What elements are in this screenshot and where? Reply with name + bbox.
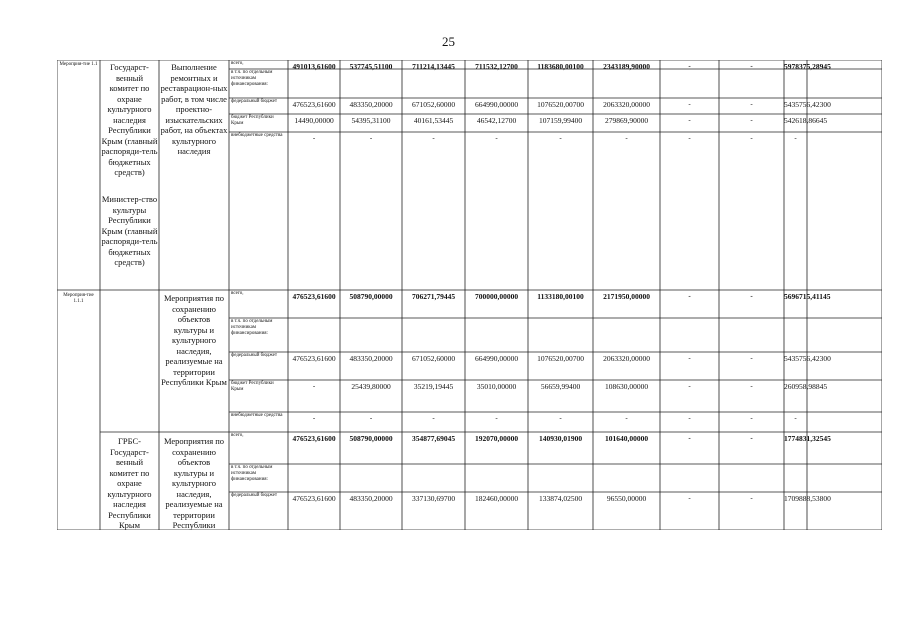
amount-cell: - bbox=[312, 414, 316, 422]
amount-cell: 476523,61600 bbox=[292, 354, 336, 363]
funding-source-label: федеральный бюджет bbox=[231, 353, 278, 358]
funding-source-label: в т.ч. по отдельным источникам финансирования: bbox=[231, 465, 273, 482]
amount-cell: 133874,02500 bbox=[538, 494, 583, 503]
measure-name: Мероприятия по сохранению объектов культуры и культурного наследия, реализуемые на территории Республики bbox=[163, 436, 225, 530]
amount-cell: 1774831,32545 bbox=[784, 434, 831, 443]
amount-cell: 101640,00000 bbox=[604, 434, 649, 443]
amount-cell: 192070,00000 bbox=[474, 434, 519, 443]
amount-cell: 664990,00000 bbox=[474, 100, 519, 109]
amount-cell: - bbox=[688, 116, 691, 124]
amount-cell: 1133180,00100 bbox=[537, 292, 584, 301]
amount-cell: 5696715,41145 bbox=[784, 292, 831, 301]
amount-cell: - bbox=[625, 414, 628, 422]
amount-cell: 279869,90000 bbox=[604, 116, 649, 125]
amount-cell: 5435756,42300 bbox=[784, 354, 831, 363]
amount-cell: 476523,61600 bbox=[292, 292, 336, 301]
amount-cell: - bbox=[688, 100, 691, 108]
amount-cell: - bbox=[750, 62, 753, 70]
page-number: 25 bbox=[442, 34, 455, 49]
amount-cell: 5435756,42300 bbox=[784, 100, 831, 109]
executor-text: Государст-венный комитет по охране культурного наследия Республики Крым (главный распоряди-тель бюджетных средств) bbox=[101, 62, 158, 177]
amount-cell: 483350,20000 bbox=[349, 354, 393, 363]
amount-cell: 25439,80000 bbox=[351, 382, 391, 391]
funding-source-label: бюджет Республики Крым bbox=[231, 115, 274, 126]
amount-cell: 508790,00000 bbox=[349, 434, 393, 443]
executor-text: ГРБС-Государст-венный комитет по охране культурного наследия Республики Крым bbox=[107, 436, 152, 530]
amount-cell: 107159,99400 bbox=[538, 116, 583, 125]
amount-cell: - bbox=[688, 134, 691, 142]
amount-cell: - bbox=[688, 494, 691, 502]
amount-cell: - bbox=[495, 134, 498, 142]
amount-cell: - bbox=[750, 434, 753, 442]
funding-source-label: в т.ч. по отдельным источникам финансирования: bbox=[231, 70, 273, 87]
amount-cell: 476523,61600 bbox=[292, 494, 336, 503]
amount-cell: 2063320,00000 bbox=[603, 354, 650, 363]
funding-source-label: всего, bbox=[231, 291, 244, 296]
budget-table bbox=[57, 60, 882, 530]
amount-cell: 40161,53445 bbox=[413, 116, 454, 125]
measure-label: Мероприя-тие 1.1.1 bbox=[63, 293, 94, 304]
funding-source-label: внебюджетные средства bbox=[231, 413, 283, 418]
amount-cell: 1183680,00100 bbox=[537, 62, 584, 71]
amount-cell: 671052,60000 bbox=[411, 354, 456, 363]
amount-cell: 476523,61600 bbox=[292, 434, 336, 443]
amount-cell: 664990,00000 bbox=[474, 354, 519, 363]
amount-cell: 1709888,53800 bbox=[784, 494, 831, 503]
amount-cell: - bbox=[750, 354, 753, 362]
amount-cell: 671052,60000 bbox=[411, 100, 456, 109]
amount-cell: - bbox=[750, 100, 753, 108]
funding-source-label: бюджет Республики Крым bbox=[231, 381, 274, 392]
amount-cell: - bbox=[369, 414, 373, 422]
amount-cell: 35219,19445 bbox=[413, 382, 454, 391]
amount-cell: 537745,51100 bbox=[349, 62, 393, 71]
amount-cell: - bbox=[750, 134, 753, 142]
amount-cell: - bbox=[432, 414, 435, 422]
funding-source-label: в т.ч. по отдельным источникам финансирования: bbox=[231, 319, 273, 336]
amount-cell: - bbox=[688, 382, 691, 390]
amount-cell: 5978375,28945 bbox=[784, 62, 831, 71]
amount-cell: - bbox=[794, 414, 797, 422]
amount-cell: 706271,79445 bbox=[411, 292, 456, 301]
amount-cell: - bbox=[625, 134, 628, 142]
amount-cell: 491013,61600 bbox=[292, 62, 336, 71]
amount-cell: 354877,69045 bbox=[411, 434, 456, 443]
amount-cell: 260958,98845 bbox=[784, 382, 828, 391]
amount-cell: 108630,00000 bbox=[604, 382, 649, 391]
amount-cell: 700000,00000 bbox=[474, 292, 519, 301]
amount-cell: 1076520,00700 bbox=[537, 100, 584, 109]
amount-cell: - bbox=[369, 134, 373, 142]
amount-cell: - bbox=[688, 354, 691, 362]
amount-cell: 96550,00000 bbox=[606, 494, 647, 503]
amount-cell: - bbox=[312, 134, 316, 142]
amount-cell: - bbox=[794, 134, 797, 142]
amount-cell: 476523,61600 bbox=[292, 100, 336, 109]
funding-source-label: федеральный бюджет bbox=[231, 99, 278, 104]
amount-cell: - bbox=[559, 414, 562, 422]
amount-cell: 35010,00000 bbox=[476, 382, 517, 391]
measure-label: Мероприя-тие 1.1 bbox=[59, 62, 98, 67]
amount-cell: 483350,20000 bbox=[349, 100, 393, 109]
amount-cell: 140930,01900 bbox=[538, 434, 583, 443]
funding-source-label: всего, bbox=[231, 61, 244, 66]
amount-cell: 711532,12700 bbox=[475, 62, 518, 71]
measure-name: Выполнение ремонтных и реставрацион-ных работ, в том числе проектно-изыскательских работ, на объектах культурного наследия bbox=[160, 62, 228, 156]
executor-text-2: Министер-ство культуры Республики Крым (главный распоряди-тель бюджетных средств) bbox=[101, 194, 158, 267]
amount-cell: 54395,31100 bbox=[351, 116, 391, 125]
amount-cell: - bbox=[750, 382, 753, 390]
amount-cell: - bbox=[750, 414, 753, 422]
amount-cell: - bbox=[688, 292, 691, 300]
funding-source-label: всего, bbox=[231, 433, 244, 438]
amount-cell: 2343189,90000 bbox=[603, 62, 650, 71]
amount-cell: - bbox=[559, 134, 562, 142]
amount-cell: - bbox=[688, 62, 691, 70]
funding-source-label: федеральный бюджет bbox=[231, 493, 278, 498]
measure-name: Мероприятия по сохранению объектов культуры и культурного наследия, реализуемые на территории Республики Крым bbox=[161, 293, 227, 387]
amount-cell: - bbox=[312, 382, 316, 390]
amount-cell: - bbox=[750, 292, 753, 300]
amount-cell: 542618,86645 bbox=[784, 116, 828, 125]
amount-cell: 1076520,00700 bbox=[537, 354, 584, 363]
amount-cell: 711214,13445 bbox=[412, 62, 455, 71]
amount-cell: 56659,99400 bbox=[540, 382, 581, 391]
amount-cell: - bbox=[688, 414, 691, 422]
amount-cell: 2171950,00000 bbox=[603, 292, 650, 301]
amount-cell: 508790,00000 bbox=[349, 292, 393, 301]
amount-cell: - bbox=[750, 494, 753, 502]
amount-cell: 46542,12700 bbox=[476, 116, 517, 125]
amount-cell: - bbox=[432, 134, 435, 142]
amount-cell: 2063320,00000 bbox=[603, 100, 650, 109]
amount-cell: - bbox=[750, 116, 753, 124]
funding-source-label: внебюджетные средства bbox=[231, 133, 283, 138]
amount-cell: - bbox=[688, 434, 691, 442]
amount-cell: 337130,69700 bbox=[411, 494, 456, 503]
amount-cell: - bbox=[495, 414, 498, 422]
amount-cell: 483350,20000 bbox=[349, 494, 393, 503]
amount-cell: 14490,00000 bbox=[294, 116, 334, 125]
amount-cell: 182460,00000 bbox=[474, 494, 519, 503]
